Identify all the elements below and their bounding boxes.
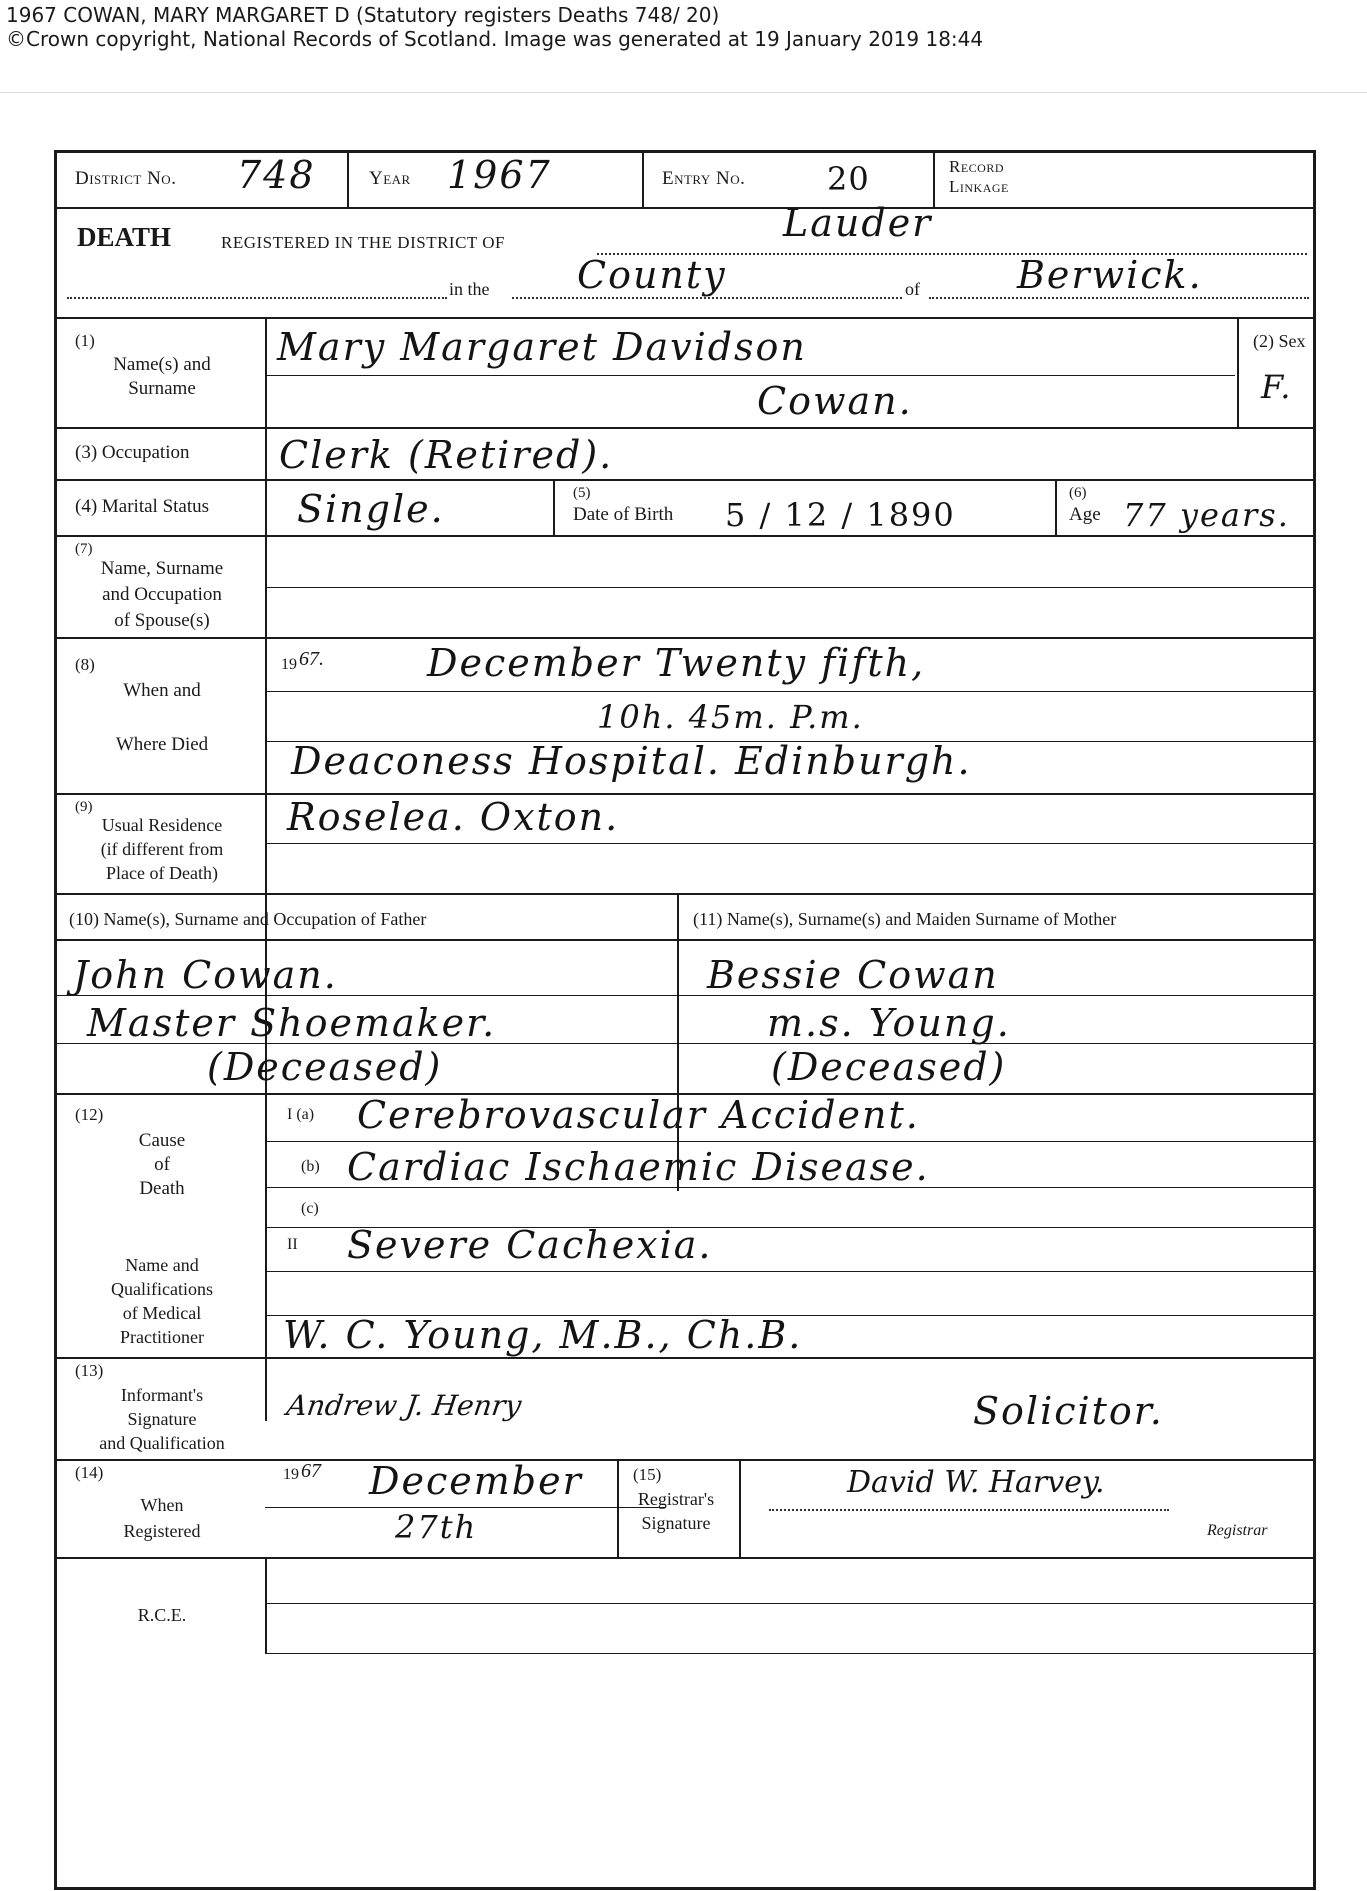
residence-label-line3: Place of Death) <box>106 863 218 883</box>
sex-value: F. <box>1261 368 1293 406</box>
field-7-number: (7) <box>75 541 93 557</box>
cause-ib-label: (b) <box>301 1158 320 1175</box>
rule <box>265 1271 1313 1272</box>
row-rule <box>57 535 1313 537</box>
entry-no-label: Entry No. <box>662 168 746 189</box>
row-rule <box>57 793 1313 795</box>
divider <box>1237 317 1239 427</box>
reg-day-value: 27th <box>395 1508 478 1546</box>
year-label: Year <box>369 168 411 189</box>
rule <box>57 995 1313 996</box>
practitioner-value: W. C. Young, M.B., Ch.B. <box>283 1313 803 1357</box>
cause-ib-value: Cardiac Ischaemic Disease. <box>347 1145 930 1189</box>
county-value: County <box>577 253 727 297</box>
rule <box>265 1603 1313 1604</box>
practitioner-label-line2: Qualifications <box>111 1279 213 1299</box>
death-year-prefix: 19 <box>281 656 297 673</box>
mother-status-value: (Deceased) <box>771 1045 1007 1089</box>
informant-label-line2: Signature <box>127 1409 197 1429</box>
reg-year: 67 <box>301 1460 321 1482</box>
registrar-signature-line <box>769 1509 1169 1511</box>
rule <box>265 1653 1313 1654</box>
name-value-line1: Mary Margaret Davidson <box>277 325 807 369</box>
rule <box>265 1141 1313 1142</box>
informant-signature: Andrew J. Henry <box>284 1389 524 1422</box>
field-13-number: (13) <box>75 1361 104 1380</box>
informant-qualification-value: Solicitor. <box>973 1389 1164 1433</box>
row-rule <box>57 637 1313 639</box>
residence-label-line1: Usual Residence <box>101 815 223 835</box>
when-registered-label-line1: When <box>140 1495 184 1515</box>
residence-value: Roselea. Oxton. <box>287 795 620 839</box>
document-title: 1967 COWAN, MARY MARGARET D (Statutory registers Deaths 748/ 20) <box>6 3 720 27</box>
cause-ia-value: Cerebrovascular Accident. <box>357 1093 920 1137</box>
registrar-title-label: Registrar <box>1207 1522 1268 1539</box>
rule <box>265 587 1313 588</box>
practitioner-label-line1: Name and <box>125 1255 199 1275</box>
when-registered-label-line2: Registered <box>123 1521 201 1541</box>
divider <box>347 153 349 207</box>
rule <box>265 843 1313 844</box>
row-rule <box>57 317 1313 319</box>
year-value: 1967 <box>447 153 552 197</box>
district-no-value: 748 <box>237 153 316 197</box>
row-rule <box>57 939 1313 941</box>
father-name-value: John Cowan. <box>73 953 338 997</box>
where-died-label: Where Died <box>115 734 209 755</box>
reg-year-prefix: 19 <box>283 1466 299 1483</box>
rule <box>265 375 1235 376</box>
row-rule <box>57 1357 1313 1359</box>
field-15-number: (15) <box>633 1465 662 1484</box>
registered-in-district-label: REGISTERED IN THE DISTRICT OF <box>221 233 505 252</box>
practitioner-label-line3: of Medical <box>122 1303 202 1323</box>
linkage-label: Linkage <box>949 177 1009 196</box>
cause-ic-label: (c) <box>301 1200 319 1217</box>
father-occupation-value: Master Shoemaker. <box>87 1001 497 1045</box>
rule <box>265 691 1313 692</box>
reg-month-value: December <box>369 1459 583 1503</box>
divider <box>1055 479 1057 535</box>
age-value: 77 years. <box>1123 496 1290 534</box>
father-label: (10) Name(s), Surname and Occupation of Father <box>69 909 427 929</box>
name-label: Name(s) and <box>113 354 211 375</box>
death-date-value: December Twenty fifth, <box>427 641 926 685</box>
row-rule <box>57 1557 1313 1559</box>
name-value-line2: Cowan. <box>757 379 913 423</box>
registrar-signature: David W. Harvey. <box>847 1465 1105 1500</box>
field-9-number: (9) <box>75 799 93 815</box>
row-rule <box>57 1459 1313 1461</box>
mother-name-value: Bessie Cowan <box>707 953 999 997</box>
informant-label-line1: Informant's <box>120 1385 204 1405</box>
cause-label-line2: of <box>154 1154 170 1175</box>
entry-no-value: 20 <box>827 160 870 198</box>
spouse-label-line3: of Spouse(s) <box>114 610 210 631</box>
rce-label: R.C.E. <box>137 1605 187 1625</box>
field-12-number: (12) <box>75 1105 104 1124</box>
surname-label: Surname <box>128 378 196 399</box>
death-time-value: 10h. 45m. P.m. <box>597 698 864 736</box>
label-column-divider <box>265 317 267 1421</box>
divider <box>642 153 644 207</box>
divider <box>553 479 555 535</box>
residence-label-line2: (if different from <box>100 839 224 859</box>
header-divider <box>0 92 1367 93</box>
field-14-number: (14) <box>75 1463 104 1482</box>
divider <box>933 153 935 207</box>
spouse-label-line2: and Occupation <box>102 584 222 605</box>
rule <box>265 1187 1313 1188</box>
in-the-label: in the <box>449 279 490 299</box>
dob-value: 5 / 12 / 1890 <box>725 496 956 534</box>
row-rule <box>57 893 1313 895</box>
row-rule <box>57 427 1313 429</box>
field-1-number: (1) <box>75 331 95 350</box>
field-8-number: (8) <box>75 655 95 674</box>
cause-ii-value: Severe Cachexia. <box>347 1223 713 1267</box>
death-year: 67. <box>299 648 324 670</box>
county-name-dotted-line <box>929 297 1309 299</box>
practitioner-label-line4: Practitioner <box>120 1327 204 1347</box>
county-name-value: Berwick. <box>1017 253 1203 297</box>
dob-label: Date of Birth <box>573 504 674 525</box>
registrar-label-line1: Registrar's <box>637 1489 715 1509</box>
row-rule <box>57 207 1313 209</box>
registrar-label-line2: Signature <box>641 1513 711 1533</box>
mother-label: (11) Name(s), Surname(s) and Maiden Surname of Mother <box>693 909 1117 929</box>
copyright-notice: ©Crown copyright, National Records of Scotland. Image was generated at 19 January 2019 18:44 <box>6 27 984 51</box>
death-heading: DEATH <box>77 222 172 252</box>
field-5-number: (5) <box>573 485 591 501</box>
field-6-number: (6) <box>1069 485 1087 501</box>
county-dotted-line <box>512 297 902 299</box>
cause-label-line1: Cause <box>138 1130 186 1151</box>
informant-label-line3: and Qualification <box>99 1433 225 1453</box>
divider <box>739 1459 741 1557</box>
age-label: Age <box>1069 504 1101 525</box>
cause-ii-label: II <box>287 1236 298 1253</box>
death-register-form <box>54 150 1316 1890</box>
rule <box>57 1043 1313 1044</box>
mother-maiden-name-value: m.s. Young. <box>767 1001 1011 1045</box>
dotted-line <box>67 297 447 299</box>
spouse-label-line1: Name, Surname <box>100 558 224 579</box>
cause-label-line3: Death <box>139 1178 185 1199</box>
district-no-label: District No. <box>75 168 177 189</box>
row-rule <box>57 479 1313 481</box>
death-place-value: Deaconess Hospital. Edinburgh. <box>291 739 972 783</box>
father-status-value: (Deceased) <box>207 1045 443 1089</box>
occupation-value: Clerk (Retired). <box>279 433 614 477</box>
when-and-label: When and <box>123 680 201 701</box>
district-value: Lauder <box>783 201 933 245</box>
divider <box>265 1557 267 1653</box>
divider <box>617 1459 619 1557</box>
sex-label: (2) Sex <box>1253 331 1306 351</box>
record-label: Record <box>949 157 1005 176</box>
marital-status-label: (4) Marital Status <box>75 496 210 517</box>
occupation-label: (3) Occupation <box>75 442 190 463</box>
cause-ia-label: I (a) <box>287 1106 315 1123</box>
marital-status-value: Single. <box>297 487 445 531</box>
of-label: of <box>905 279 920 299</box>
